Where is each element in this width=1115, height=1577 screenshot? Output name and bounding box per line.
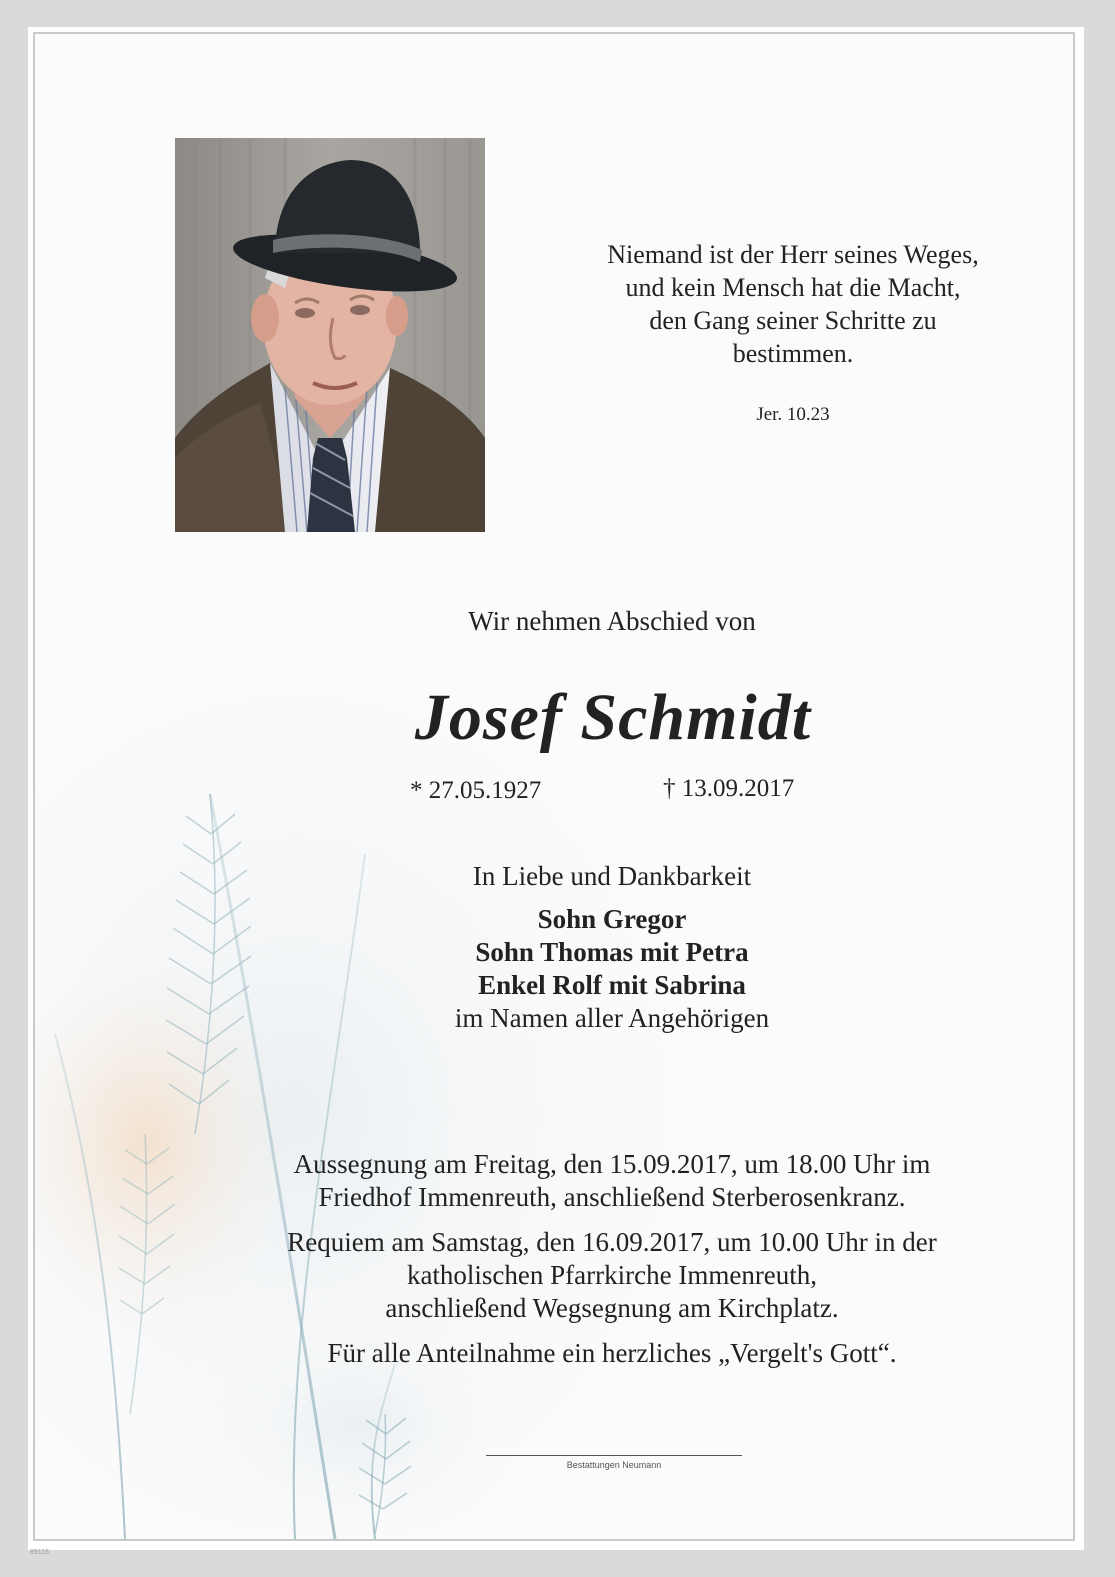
- death-date: † 13.09.2017: [663, 775, 795, 802]
- blessing-paragraph: [212, 1148, 1012, 1214]
- signature-divider: [486, 1455, 742, 1456]
- thanks-paragraph: [212, 1337, 1012, 1370]
- mourner-name: Sohn Thomas mit Petra: [475, 937, 749, 967]
- service-line: anschließend Wegsegnung am Kirchplatz.: [385, 1293, 839, 1323]
- verse-line: und kein Mensch hat die Macht,: [625, 273, 961, 302]
- service-line: Aussegnung am Freitag, den 15.09.2017, um 18.00 Uhr im: [293, 1149, 931, 1179]
- bible-verse: [543, 238, 1043, 370]
- service-details: [212, 1148, 1012, 1370]
- verse-line: bestimmen.: [732, 339, 854, 368]
- verse-line: den Gang seiner Schritte zu: [649, 306, 937, 335]
- mourner-name: Enkel Rolf mit Sabrina: [478, 970, 746, 1000]
- deceased-name: Josef Schmidt: [414, 681, 812, 754]
- farewell-intro: Wir nehmen Abschied von: [468, 606, 756, 636]
- undertaker-name: Bestattungen Neumann: [566, 1460, 662, 1470]
- template-code: 89116: [30, 1549, 49, 1556]
- service-line: Friedhof Immenreuth, anschließend Sterberosenkranz.: [318, 1182, 906, 1212]
- portrait-photo: [175, 138, 485, 532]
- mourners-closing: im Namen aller Angehörigen: [454, 1003, 770, 1033]
- service-line: Requiem am Samstag, den 16.09.2017, um 10.00 Uhr in der: [287, 1227, 937, 1257]
- mourners-block: [312, 860, 912, 1035]
- service-line: Für alle Anteilnahme ein herzliches „Vergelt's Gott“.: [327, 1338, 897, 1368]
- service-line: katholischen Pfarrkirche Immenreuth,: [406, 1260, 818, 1290]
- requiem-paragraph: [212, 1226, 1012, 1325]
- mourner-name: Sohn Gregor: [537, 904, 687, 934]
- birth-date: * 27.05.1927: [410, 777, 542, 804]
- verse-line: Niemand ist der Herr seines Weges,: [607, 240, 979, 269]
- portrait-image: [175, 138, 485, 532]
- mourners-lead: In Liebe und Dankbarkeit: [472, 861, 752, 891]
- verse-reference: Jer. 10.23: [756, 404, 830, 425]
